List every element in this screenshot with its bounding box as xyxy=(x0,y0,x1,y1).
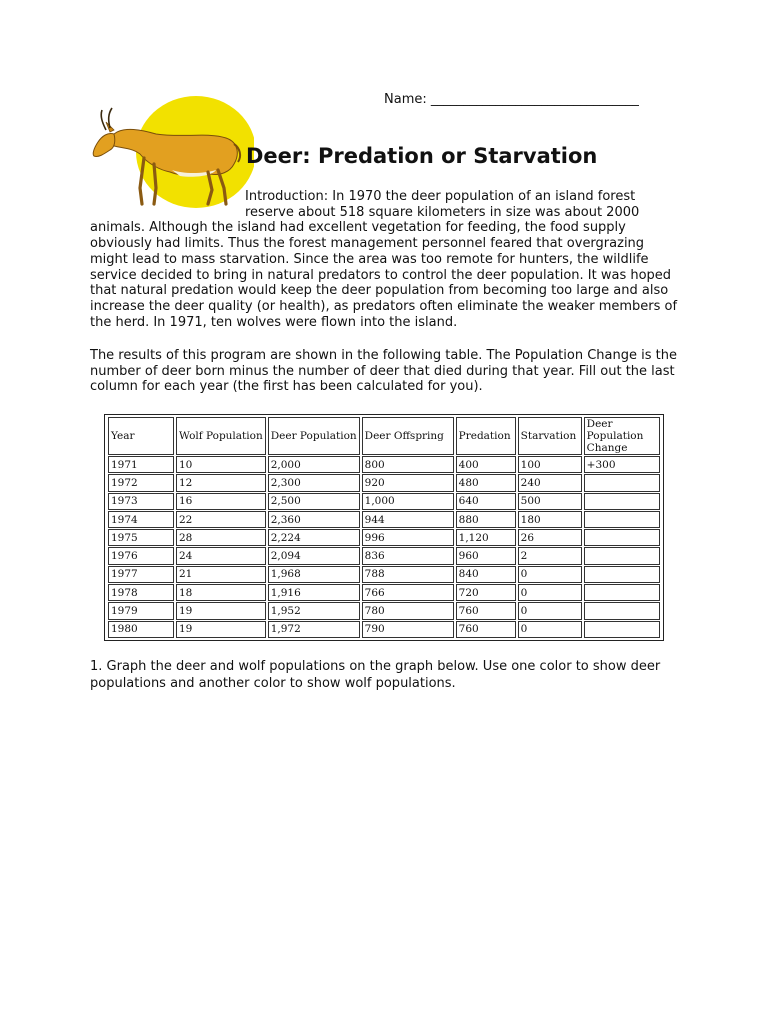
cell-deer-population: 2,360 xyxy=(268,511,360,528)
cell-year: 1977 xyxy=(108,566,174,583)
table-row xyxy=(108,584,660,601)
table-row xyxy=(108,529,660,546)
cell-wolf-population: 10 xyxy=(176,456,266,473)
cell-deer-offspring: 920 xyxy=(362,474,454,491)
cell-deer-offspring: 836 xyxy=(362,547,454,564)
cell-population-change[interactable] xyxy=(584,547,660,564)
table-row xyxy=(108,602,660,619)
deer-head xyxy=(93,133,115,156)
cell-deer-offspring: 996 xyxy=(362,529,454,546)
header-deer-offspring: Deer Offspring xyxy=(362,417,454,455)
cell-population-change[interactable] xyxy=(584,566,660,583)
cell-year: 1978 xyxy=(108,584,174,601)
cell-predation: 760 xyxy=(456,621,516,638)
header-wolf-population: Wolf Population xyxy=(176,417,266,455)
question-1: 1. Graph the deer and wolf populations on the graph below. Use one color to show deer populations and another color to show wolf populations. xyxy=(90,659,661,691)
cell-starvation: 0 xyxy=(518,621,582,638)
cell-deer-offspring: 1,000 xyxy=(362,493,454,510)
cell-population-change[interactable] xyxy=(584,529,660,546)
cell-deer-offspring: 790 xyxy=(362,621,454,638)
cell-population-change[interactable] xyxy=(584,621,660,638)
cell-deer-offspring: 944 xyxy=(362,511,454,528)
cell-predation: 480 xyxy=(456,474,516,491)
cell-year: 1973 xyxy=(108,493,174,510)
cell-population-change[interactable] xyxy=(584,584,660,601)
cell-wolf-population: 12 xyxy=(176,474,266,491)
table-row xyxy=(108,493,660,510)
table-row xyxy=(108,621,660,638)
deer-body xyxy=(114,129,237,175)
table-row xyxy=(108,474,660,491)
table-row xyxy=(108,511,660,528)
cell-deer-population: 2,500 xyxy=(268,493,360,510)
page-title: Deer: Predation or Starvation xyxy=(246,144,598,168)
cell-starvation: 500 xyxy=(518,493,582,510)
cell-starvation: 0 xyxy=(518,602,582,619)
cell-deer-offspring: 800 xyxy=(362,456,454,473)
population-table xyxy=(106,416,662,639)
cell-population-change[interactable] xyxy=(584,511,660,528)
cell-predation: 880 xyxy=(456,511,516,528)
cell-year: 1971 xyxy=(108,456,174,473)
name-field-label: Name: ________________________________ xyxy=(384,92,639,107)
cell-starvation: 240 xyxy=(518,474,582,491)
cell-year: 1975 xyxy=(108,529,174,546)
cell-deer-population: 2,300 xyxy=(268,474,360,491)
cell-deer-population: 2,224 xyxy=(268,529,360,546)
cell-population-change[interactable] xyxy=(584,493,660,510)
cell-starvation: 100 xyxy=(518,456,582,473)
table-header-row xyxy=(108,417,660,455)
table-row xyxy=(108,566,660,583)
cell-population-change[interactable] xyxy=(584,602,660,619)
cell-wolf-population: 19 xyxy=(176,602,266,619)
cell-population-change[interactable] xyxy=(584,474,660,491)
cell-predation: 640 xyxy=(456,493,516,510)
population-table-frame xyxy=(104,414,664,641)
header-year: Year xyxy=(108,417,174,455)
cell-deer-population: 1,952 xyxy=(268,602,360,619)
cell-wolf-population: 16 xyxy=(176,493,266,510)
cell-year: 1974 xyxy=(108,511,174,528)
cell-wolf-population: 19 xyxy=(176,621,266,638)
header-deer-population-change: Deer Population Change xyxy=(584,417,660,455)
cell-deer-population: 2,000 xyxy=(268,456,360,473)
header-deer-population: Deer Population xyxy=(268,417,360,455)
results-paragraph: The results of this program are shown in the following table. The Population Change is the number of deer born minus the number of deer that died during that year. Fill out the last column for each year (the first has been calculated for you). xyxy=(90,348,677,395)
cell-starvation: 26 xyxy=(518,529,582,546)
introduction-paragraph xyxy=(90,189,682,330)
cell-wolf-population: 22 xyxy=(176,511,266,528)
cell-predation: 1,120 xyxy=(456,529,516,546)
cell-predation: 840 xyxy=(456,566,516,583)
cell-deer-offspring: 766 xyxy=(362,584,454,601)
cell-wolf-population: 24 xyxy=(176,547,266,564)
cell-deer-population: 1,968 xyxy=(268,566,360,583)
cell-deer-population: 2,094 xyxy=(268,547,360,564)
cell-starvation: 0 xyxy=(518,566,582,583)
intro-line-1: Introduction: In 1970 the deer population of an island forest xyxy=(245,189,636,204)
cell-year: 1980 xyxy=(108,621,174,638)
table-row xyxy=(108,456,660,473)
intro-line-3: animals. Although the island had excellent vegetation for feeding, the food supply obviously had limits. Thus the forest management personnel feared that overgrazing might lead to mass starvation. Since the area was too remote for hunters, the wildlife service decided to bring in natural predators to control the deer population. It was hoped that natural predation would keep the deer population from becoming too large and also increase the deer quality (or health), as predators often eliminate the weaker members of the herd. In 1971, ten wolves were flown into the island. xyxy=(90,220,678,330)
header-starvation: Starvation xyxy=(518,417,582,455)
cell-starvation: 0 xyxy=(518,584,582,601)
table-row xyxy=(108,547,660,564)
cell-deer-population: 1,972 xyxy=(268,621,360,638)
cell-deer-offspring: 780 xyxy=(362,602,454,619)
cell-deer-population: 1,916 xyxy=(268,584,360,601)
cell-wolf-population: 18 xyxy=(176,584,266,601)
cell-wolf-population: 21 xyxy=(176,566,266,583)
cell-predation: 760 xyxy=(456,602,516,619)
cell-year: 1979 xyxy=(108,602,174,619)
cell-starvation: 180 xyxy=(518,511,582,528)
header-predation: Predation xyxy=(456,417,516,455)
cell-wolf-population: 28 xyxy=(176,529,266,546)
cell-predation: 400 xyxy=(456,456,516,473)
cell-population-change[interactable]: +300 xyxy=(584,456,660,473)
cell-starvation: 2 xyxy=(518,547,582,564)
intro-line-2: reserve about 518 square kilometers in size was about 2000 xyxy=(245,204,640,220)
cell-deer-offspring: 788 xyxy=(362,566,454,583)
cell-year: 1976 xyxy=(108,547,174,564)
cell-predation: 960 xyxy=(456,547,516,564)
deer-horn xyxy=(101,108,112,130)
cell-year: 1972 xyxy=(108,474,174,491)
cell-predation: 720 xyxy=(456,584,516,601)
